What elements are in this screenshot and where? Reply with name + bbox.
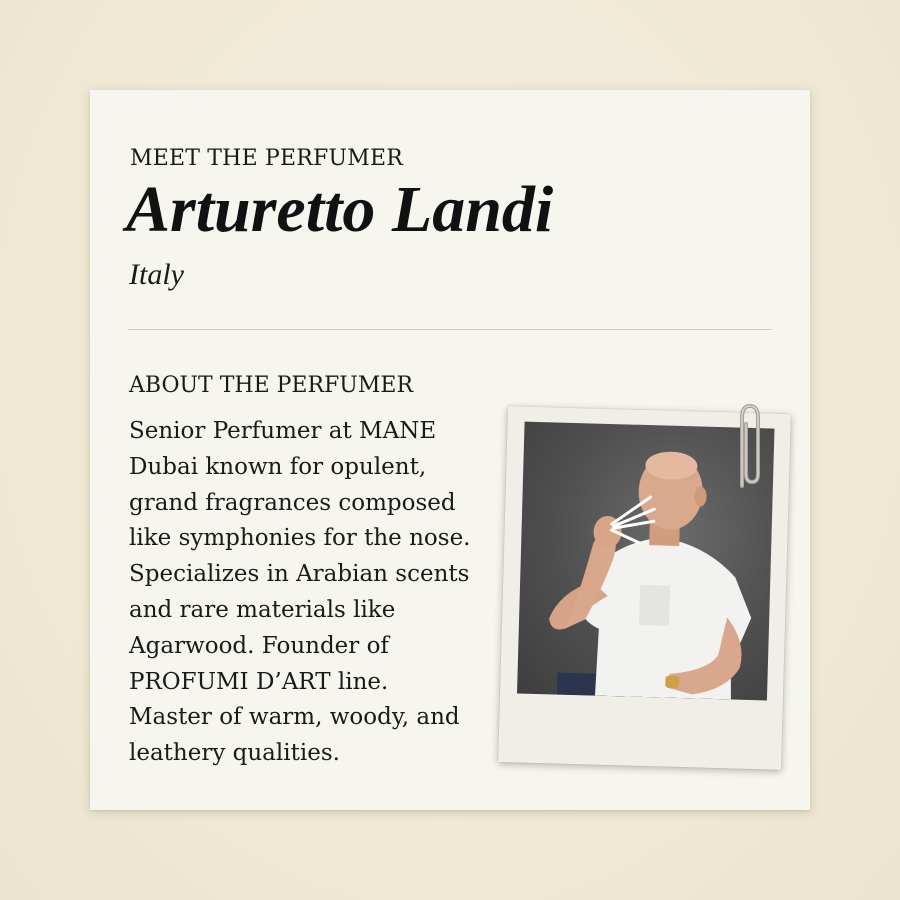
bio-line: Dubai known for opulent, <box>129 453 427 480</box>
section-kicker: MEET THE PERFUMER <box>130 146 404 171</box>
bio-line: leathery qualities. <box>129 740 340 767</box>
bio-line: PROFUMI D’ART line. <box>129 668 389 695</box>
bio-line: Specializes in Arabian scents <box>129 561 470 588</box>
about-bio <box>129 414 489 772</box>
bio-line: like symphonies for the nose. <box>129 525 471 552</box>
paperclip-icon <box>728 400 768 490</box>
perfumer-name: Arturetto Landi <box>126 173 554 246</box>
bio-line: Agarwood. Founder of <box>129 632 389 659</box>
divider <box>128 329 772 330</box>
bio-line: grand fragrances composed <box>129 489 456 516</box>
bio-line: Master of warm, woody, and <box>129 704 460 731</box>
bio-line: and rare materials like <box>129 596 396 623</box>
perfumer-country: Italy <box>129 258 184 291</box>
perfumer-card <box>90 90 810 810</box>
about-title: ABOUT THE PERFUMER <box>129 373 414 398</box>
bio-line: Senior Perfumer at MANE <box>129 418 437 444</box>
